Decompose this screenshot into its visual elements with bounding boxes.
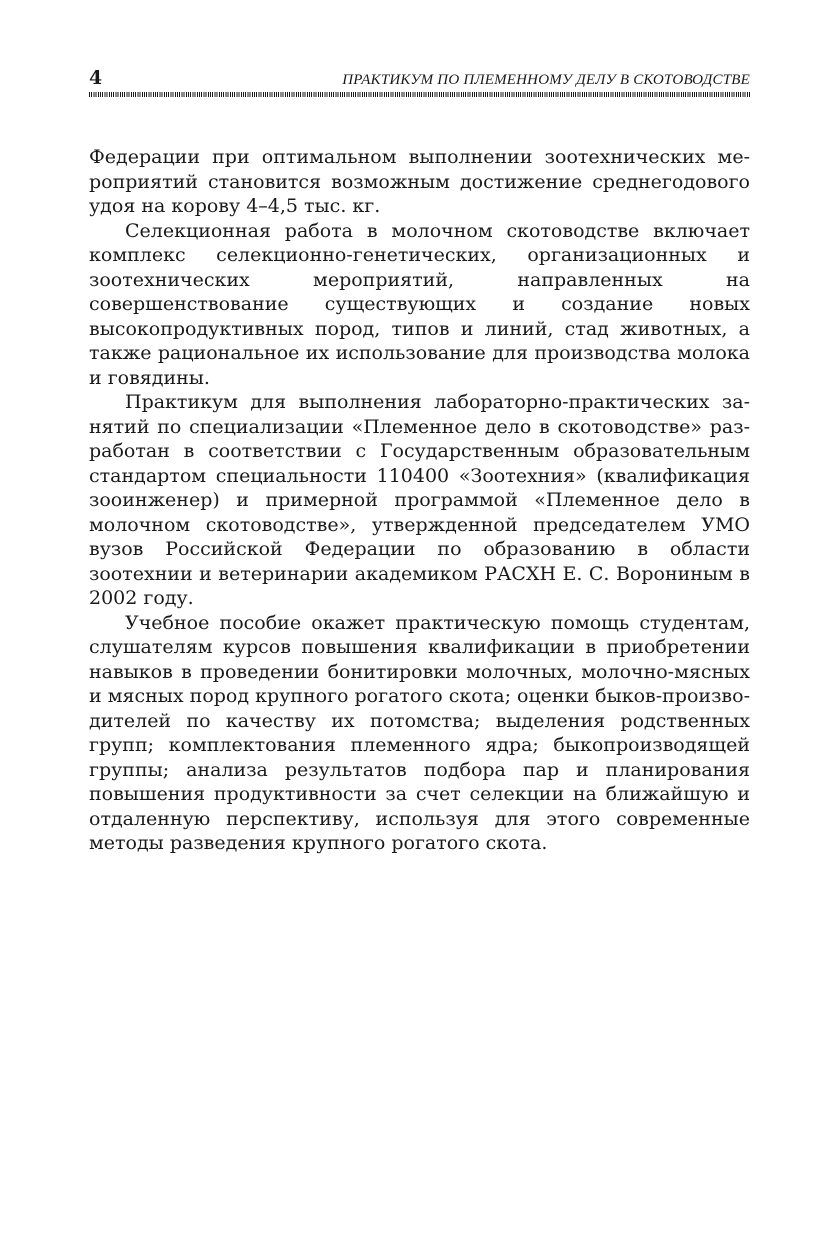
header-rule xyxy=(89,92,750,97)
running-title: ПРАКТИКУМ ПО ПЛЕМЕННОМУ ДЕЛУ В СКОТОВОДСТВЕ xyxy=(342,72,750,88)
paragraph-continuation: Федерации при оптимальном выполнении зоотехнических мероприятий становится возможным достижение среднегодового удоя на корову 4–4,5 тыс. кг. xyxy=(89,146,750,217)
page-number: 4 xyxy=(89,67,103,89)
paragraph: Практикум для выполнения лабораторно-практических занятий по специализации «Племенное дело в скотоводстве» разработан в соответствии с Государственным образовательным стандартом специальности 110400 «Зоотехния» (квалификация зооинженер) и примерной программой «Племенное дело в молочном скотоводстве», утвержденной председателем УМО вузов Российской Федерации по образованию в области зоотехнии и ветеринарии академиком РАСХН Е. С. Ворониным в 2002 году. xyxy=(89,391,750,609)
body-text xyxy=(89,145,750,856)
running-head xyxy=(89,66,750,90)
paragraph: Учебное пособие окажет практическую помощь студентам, слушателям курсов повышения квалификации в приобретении навыков в проведении бонитировки молочных, молочно-мясных и мясных пород крупного рогатого скота; оценки быков-производителей по качеству их потомства; выделения родственных групп; комплектования племенного ядра; быкопроизводящей группы; анализа результатов подбора пар и планирования повышения продуктивности за счет селекции на ближайшую и отдаленную перспективу, используя для этого современные методы разведения крупного рогатого скота. xyxy=(89,611,750,854)
paragraph: Селекционная работа в молочном скотоводстве включает комплекс селекционно-генетических, организационных и зоотехнических мероприятий, направленных на совершенствование существующих и создание новых высокопродуктивных пород, типов и линий, стад животных, а также рациональное их использование для производства молока и говядины. xyxy=(89,219,750,389)
book-page xyxy=(89,0,750,1241)
